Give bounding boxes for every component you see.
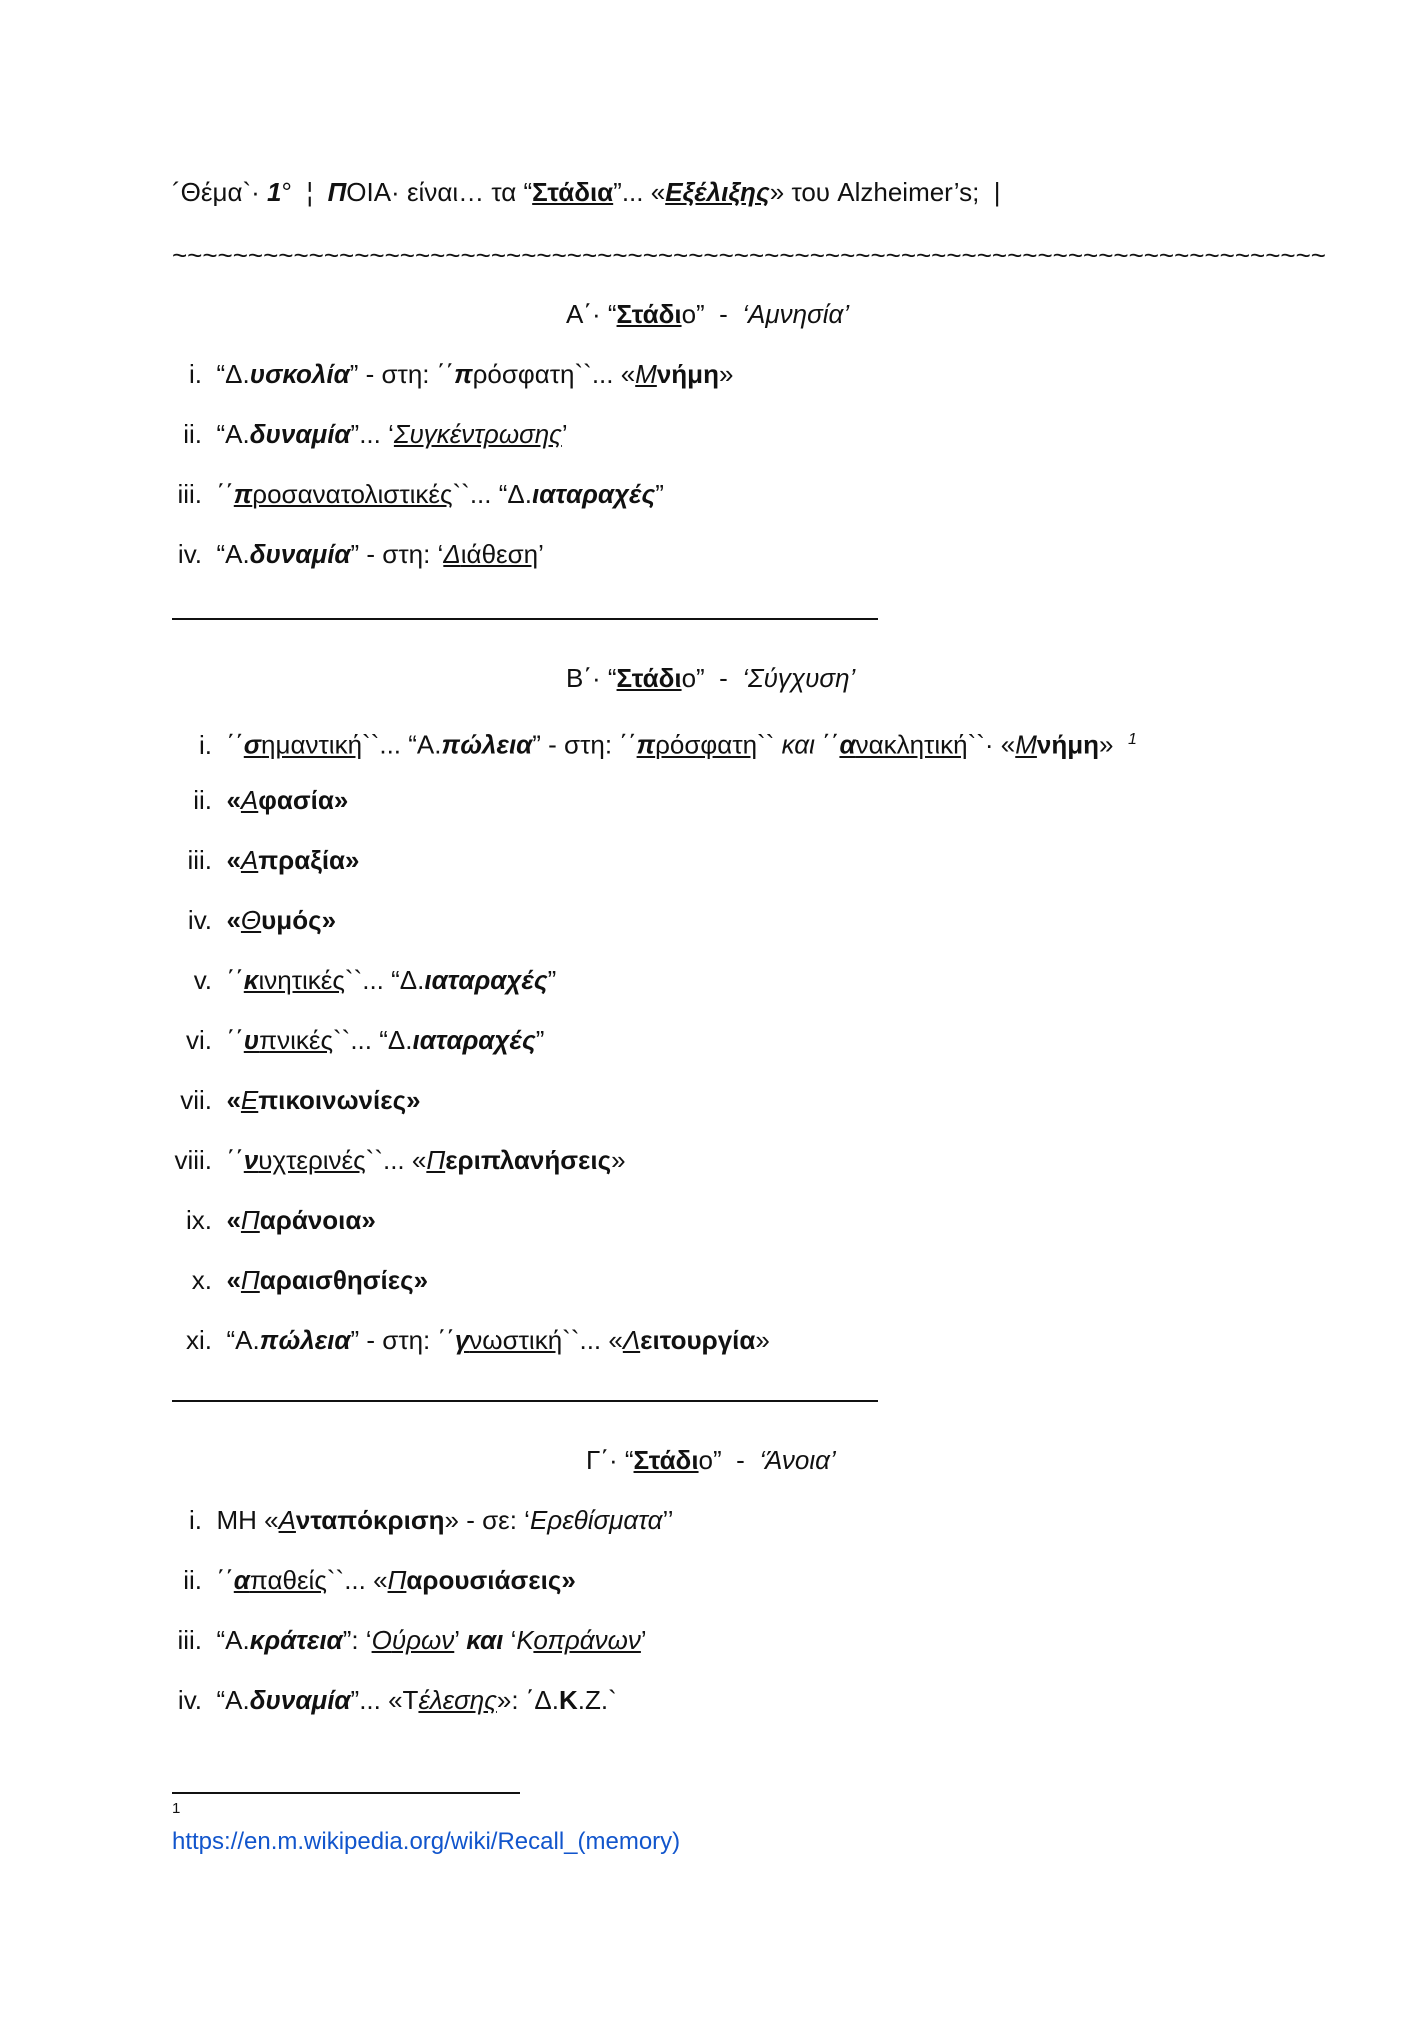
title-deg: ° [281, 177, 292, 207]
seg-g: .Ζ.` [577, 1685, 617, 1715]
title-pipe: | [993, 177, 1001, 207]
seg-a: ΄΄ [226, 729, 244, 760]
seg-d: » [361, 1205, 376, 1235]
seg-b: δυναμία [249, 419, 351, 449]
item-num: xi. [186, 1325, 212, 1355]
item-num: ii. [183, 419, 202, 449]
title-p-rest: ΟΙΑ· [346, 177, 400, 207]
stage-b-prefix: Β΄· “ [566, 663, 617, 693]
seg-c: πικοινωνίες [258, 1085, 407, 1115]
seg-a: ΄΄ [216, 479, 234, 509]
stage-a-prefix: Α΄· “ [566, 299, 617, 329]
seg-b: α [233, 1565, 250, 1595]
seg-c: ημαντική [261, 729, 363, 760]
seg-c: νταπόκριση [295, 1505, 445, 1535]
seg-c: ινητικές [258, 965, 345, 995]
seg-h: » [718, 359, 734, 389]
divider [172, 618, 878, 620]
seg-d: ``... « [326, 1565, 388, 1595]
list-item [172, 964, 556, 996]
item-num: ix. [186, 1205, 212, 1235]
seg-c: ροσανατολιστικές [252, 479, 453, 509]
seg-d: » - σε: ‘ [444, 1505, 530, 1535]
list-item [172, 1564, 576, 1596]
footnote-ref[interactable]: 1 [1127, 731, 1137, 748]
seg-g: » [611, 1145, 626, 1175]
seg-a: “Α. [216, 1625, 250, 1655]
item-num: iii. [187, 845, 212, 875]
seg-d: » [321, 905, 337, 935]
seg-a: « [226, 1205, 241, 1235]
title-text-2: ”... « [613, 177, 666, 207]
seg-c: αράνοια [259, 1205, 362, 1235]
title-sep: ¦ [306, 177, 314, 207]
seg-c: υμός [261, 905, 322, 935]
list-item [172, 1024, 544, 1056]
stage-c-st1: Στάδι [633, 1445, 699, 1475]
list-item [172, 844, 360, 876]
seg-b: κράτεια [249, 1625, 343, 1655]
footnote-divider [172, 1792, 520, 1794]
seg-o: Μ [1015, 729, 1037, 760]
seg-n: ``· « [967, 729, 1016, 760]
list-item [172, 784, 348, 816]
list-item [172, 1084, 421, 1116]
seg-c: ” - στη: ‘ [350, 539, 444, 569]
footnote-number: 1 [172, 1800, 181, 1817]
title-exelixis: Εξέλιξης [665, 177, 770, 207]
seg-h: ‘ [503, 1625, 517, 1655]
seg-a: “Α. [226, 1325, 260, 1355]
seg-b: Π [240, 1265, 260, 1295]
seg-f: ``... « [562, 1325, 623, 1355]
item-num: iii. [177, 1625, 202, 1655]
item-num: i. [189, 1505, 202, 1535]
seg-e: νωστική [469, 1325, 563, 1355]
list-item [172, 1144, 626, 1176]
seg-b: υ [243, 1025, 260, 1055]
seg-c: φασία [258, 785, 334, 815]
list-item [172, 358, 733, 390]
seg-d: » [345, 845, 360, 875]
seg-d: » [333, 785, 349, 815]
stage-c-name: ‘Άνοια’ [759, 1445, 836, 1475]
list-item [172, 1324, 770, 1356]
title-text-1: είναι… τα “ [406, 177, 533, 207]
list-item [172, 1264, 428, 1296]
seg-c: ” - στη: ΄΄ [350, 1325, 455, 1355]
seg-b: Α [240, 785, 259, 815]
seg-j: οπράνων [533, 1625, 641, 1655]
seg-a: “Α. [216, 419, 250, 449]
seg-f: Κ [559, 1685, 578, 1715]
seg-b: κ [243, 965, 259, 995]
seg-d: γ [454, 1325, 470, 1355]
seg-h: ρόσφατη [655, 729, 758, 760]
list-item [172, 538, 544, 570]
stage-b-dash: - [719, 663, 728, 693]
page-title [172, 176, 1001, 208]
list-item [172, 418, 568, 450]
seg-d: έλεσης [418, 1685, 497, 1715]
seg-i: `` [757, 729, 782, 760]
item-num: viii. [174, 1145, 212, 1175]
seg-b: Θ [240, 905, 262, 935]
seg-c: ”... ‘ [350, 419, 394, 449]
stage-a-name: ‘Αμνησία’ [742, 299, 850, 329]
seg-g: νήμη [656, 359, 719, 389]
footnote-link[interactable]: https://en.m.wikipedia.org/wiki/Recall_(memory) [172, 1828, 681, 1855]
seg-b: π [233, 479, 253, 509]
list-item [172, 724, 1137, 761]
seg-q: » [1099, 729, 1114, 760]
seg-b: πώλεια [259, 1325, 351, 1355]
item-num: x. [191, 1265, 212, 1295]
seg-b: σ [243, 729, 262, 760]
seg-a: « [226, 785, 241, 815]
item-num: i. [199, 729, 212, 760]
seg-e: Π [387, 1565, 407, 1595]
seg-a: « [226, 845, 241, 875]
seg-h: ειτουργία [640, 1325, 756, 1355]
seg-a: “Α. [216, 1685, 250, 1715]
stage-b-name: ‘Σύγχυση’ [742, 663, 856, 693]
seg-b: Π [240, 1205, 260, 1235]
seg-e: ύρων [391, 1625, 455, 1655]
list-item [172, 1204, 376, 1236]
seg-e: πώλεια [441, 729, 533, 760]
list-item [172, 1504, 674, 1536]
seg-d: » [406, 1085, 421, 1115]
stage-c-dash: - [736, 1445, 745, 1475]
seg-j: και [781, 729, 815, 760]
seg-d: ``... “Δ. [344, 965, 425, 995]
seg-a: « [226, 905, 241, 935]
item-num: i. [189, 359, 202, 389]
seg-c: υχτερινές [258, 1145, 366, 1175]
seg-a: ΄΄ [216, 1565, 234, 1595]
seg-g: » [561, 1565, 576, 1595]
list-item [172, 904, 336, 936]
stage-b-heading [566, 662, 855, 694]
seg-f: ” [535, 1025, 545, 1055]
title-theme: ´Θέμα`· [172, 177, 260, 207]
seg-b: Ε [240, 1085, 259, 1115]
seg-e: ιαταραχές [531, 479, 656, 509]
seg-a: ΄΄ [226, 1145, 244, 1175]
stage-a-st1: Στάδι [616, 299, 682, 329]
stage-c-st2: ο” [698, 1445, 722, 1475]
seg-a: ΜΗ « [216, 1505, 279, 1535]
seg-f: ” [547, 965, 557, 995]
seg-d: ``... “Α. [362, 729, 442, 760]
divider [172, 1400, 878, 1402]
seg-f: ’ [454, 1625, 467, 1655]
seg-i: Κ [516, 1625, 534, 1655]
seg-b: δυναμία [249, 539, 351, 569]
seg-c: πραξία [258, 845, 346, 875]
seg-g: Λ [622, 1325, 641, 1355]
seg-c: ”... «Τ [350, 1685, 419, 1715]
stage-b-st2: ο” [681, 663, 705, 693]
list-item [172, 478, 664, 510]
seg-a: « [226, 1085, 241, 1115]
seg-l: α [839, 729, 856, 760]
seg-c: ” - στη: ΄΄ [349, 359, 455, 389]
seg-d: Ο [371, 1625, 392, 1655]
item-num: vii. [180, 1085, 212, 1115]
seg-d: » [413, 1265, 429, 1295]
tilde-separator: ~~~~~~~~~~~~~~~~~~~~~~~~~~~~~~~~~~~~~~~~~~~~~~~~~~~~~~~~~~~~~~~~~~~~~~~~~~~~ [172, 240, 1326, 270]
stage-a-dash: - [719, 299, 728, 329]
title-stadia: Στάδια [532, 177, 614, 207]
title-text-3: » του Alzheimer’s; [769, 177, 980, 207]
title-num: 1 [267, 177, 282, 207]
stage-a-st2: ο” [681, 299, 705, 329]
seg-a: “Α. [216, 539, 250, 569]
seg-b: Α [278, 1505, 296, 1535]
seg-e: ’ [561, 419, 568, 449]
seg-e: Π [426, 1145, 446, 1175]
seg-d: Δ [443, 539, 461, 569]
seg-d: ``... “Δ. [333, 1025, 413, 1055]
item-num: vi. [186, 1025, 212, 1055]
seg-c: παθείς [249, 1565, 327, 1595]
seg-f: ” - στη: ΄΄ [532, 729, 637, 760]
seg-b: δυναμία [249, 1685, 351, 1715]
title-p-letter: Π [327, 177, 347, 207]
stage-a-heading [566, 298, 849, 330]
seg-e: ιάθεση [460, 539, 539, 569]
seg-d: ``... “Δ. [452, 479, 532, 509]
item-num: iii. [177, 479, 202, 509]
seg-e: ιαταραχές [424, 965, 548, 995]
item-num: ii. [193, 785, 212, 815]
seg-a: “Δ. [216, 359, 250, 389]
seg-d: ``... « [365, 1145, 427, 1175]
seg-d: π [454, 359, 473, 389]
seg-c: ”: ‘ [342, 1625, 372, 1655]
list-item [172, 1684, 617, 1716]
stage-c-prefix: Γ΄· “ [586, 1445, 634, 1475]
seg-i: » [755, 1325, 770, 1355]
stage-b-st1: Στάδι [616, 663, 682, 693]
seg-g: και [466, 1625, 504, 1655]
list-item [172, 1624, 647, 1656]
item-num: v. [193, 965, 212, 995]
seg-m: νακλητική [855, 729, 968, 760]
seg-f: ” [655, 479, 664, 509]
seg-b: Α [240, 845, 259, 875]
seg-g: ’’ [662, 1505, 674, 1535]
seg-a: « [226, 1265, 241, 1295]
seg-f: εριπλανήσεις [445, 1145, 612, 1175]
item-num: ii. [183, 1565, 202, 1595]
seg-f: Μ [635, 359, 657, 389]
seg-f: ρεθίσματα [547, 1505, 663, 1535]
seg-e: ιαταραχές [412, 1025, 536, 1055]
seg-g: π [636, 729, 656, 760]
seg-d: Συγκέντρωσης [393, 419, 562, 449]
seg-a: ΄΄ [226, 965, 244, 995]
seg-f: ’ [538, 539, 544, 569]
item-num: iv. [177, 539, 202, 569]
seg-b: ν [243, 1145, 259, 1175]
item-num: iv. [187, 905, 212, 935]
seg-e: Ε [529, 1505, 548, 1535]
seg-c: πνικές [259, 1025, 333, 1055]
item-num: iv. [177, 1685, 202, 1715]
seg-a: ΄΄ [226, 1025, 244, 1055]
seg-k: ΄΄ [814, 729, 840, 760]
seg-e: ρόσφατη``... « [472, 359, 636, 389]
seg-b: υσκολία [249, 359, 350, 389]
seg-f: αρουσιάσεις [406, 1565, 562, 1595]
seg-e: »: ΄Δ. [496, 1685, 560, 1715]
stage-c-heading [586, 1444, 836, 1476]
seg-c: αραισθησίες [259, 1265, 414, 1295]
seg-p: νήμη [1036, 729, 1100, 760]
seg-k: ’ [640, 1625, 647, 1655]
